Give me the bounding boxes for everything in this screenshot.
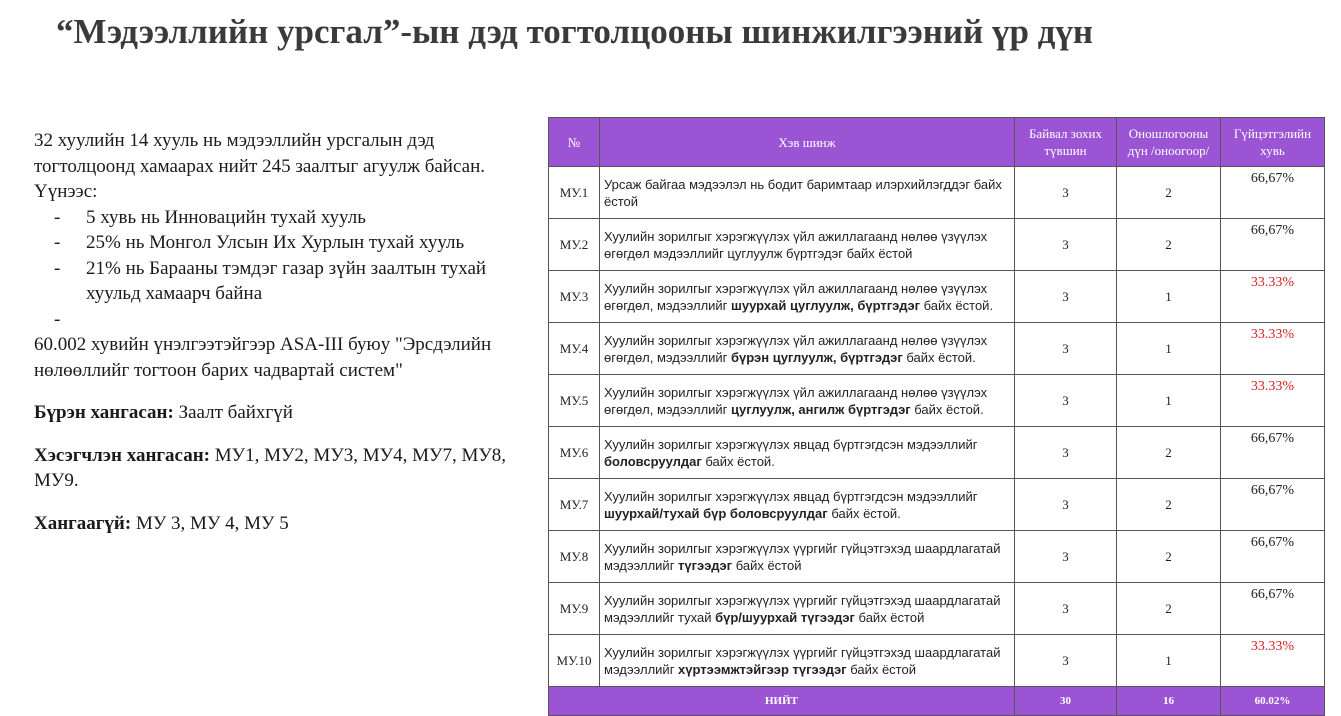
partial-label: Хэсэгчлэн хангасан: bbox=[34, 444, 210, 466]
summary-bullets bbox=[34, 205, 534, 333]
bullet-text: 25% нь Монгол Улсын Их Хурлын тухай хууль bbox=[86, 232, 465, 253]
header-expected: Байвал зохих түвшин bbox=[1015, 118, 1117, 167]
total-percent: 60.02% bbox=[1221, 687, 1325, 716]
asa-note: 60.002 хувийн үнэлгээтэйгээр ASA-III буюу "Эрсдэлийн нөлөөллийг тогтоон барих чадвартай систем" bbox=[34, 334, 492, 381]
row-expected: 3 bbox=[1015, 635, 1117, 687]
description-text: байх ёстой bbox=[846, 661, 916, 677]
total-label: НИЙТ bbox=[549, 687, 1015, 716]
row-percent: 33.33% bbox=[1221, 271, 1325, 323]
description-emphasis: цуглуулж, ангилж бүртгэдэг bbox=[731, 401, 911, 417]
partial-compliance bbox=[34, 443, 534, 494]
description-text: байх ёстой bbox=[854, 609, 925, 625]
header-score: Оношлогооны дүн /оноогоор/ bbox=[1117, 118, 1221, 167]
row-description bbox=[600, 167, 1015, 219]
row-score: 2 bbox=[1117, 531, 1221, 583]
description-text: Хуулийн зорилгыг хэрэгжүүлэх үйл ажиллагаанд нөлөө үзүүлэх өгөгдөл мэдээллийг цуглуулж бүртгэдэг байх ёстой bbox=[604, 228, 988, 261]
description-text: байх ёстой. bbox=[920, 297, 994, 313]
row-expected: 3 bbox=[1015, 531, 1117, 583]
full-label: Бүрэн хангасан: bbox=[34, 402, 174, 423]
summary-intro: 32 хуулийн 14 хууль нь мэдээллийн урсгалын дэд тогтолцоонд хамаарах нийт 245 заалтыг агуулж байсан. Үүнээс: bbox=[34, 130, 485, 202]
full-compliance bbox=[34, 400, 534, 426]
row-code: МУ.1 bbox=[549, 167, 600, 219]
row-description bbox=[600, 635, 1015, 687]
description-text: байх ёстой. bbox=[910, 401, 984, 417]
description-emphasis: бүрэн цуглуулж, бүртгэдэг bbox=[731, 349, 903, 365]
description-text: Хуулийн зорилгыг хэрэгжүүлэх үүргийг гүйцэтгэхэд шаардлагатай мэдээллийг тухай bbox=[604, 592, 1001, 625]
bullet-text: 5 хувь нь Инновацийн тухай хууль bbox=[86, 206, 366, 228]
row-percent: 33.33% bbox=[1221, 635, 1325, 687]
assessment-table bbox=[548, 117, 1325, 716]
header-pattern: Хэв шинж bbox=[600, 118, 1015, 167]
row-score: 1 bbox=[1117, 323, 1221, 375]
description-text: Урсаж байгаа мэдээлэл нь бодит баримтаар илэрхийлэгддэг байх ёстой bbox=[604, 176, 1002, 209]
header-number: № bbox=[549, 118, 600, 167]
table-row bbox=[549, 219, 1325, 271]
total-expected: 30 bbox=[1015, 687, 1117, 716]
row-expected: 3 bbox=[1015, 427, 1117, 479]
row-expected: 3 bbox=[1015, 167, 1117, 219]
row-description bbox=[600, 271, 1015, 323]
row-description bbox=[600, 583, 1015, 635]
description-text: Хуулийн зорилгыг хэрэгжүүлэх явцад бүртгэгдсэн мэдээллийг bbox=[604, 488, 978, 504]
row-expected: 3 bbox=[1015, 583, 1117, 635]
row-description bbox=[600, 531, 1015, 583]
row-description bbox=[600, 375, 1015, 427]
description-emphasis: шуурхай/тухай бүр боловсруулдаг bbox=[604, 505, 828, 521]
row-code: МУ.8 bbox=[549, 531, 600, 583]
row-expected: 3 bbox=[1015, 219, 1117, 271]
description-emphasis: хүртээмжтэйгээр түгээдэг bbox=[678, 661, 847, 677]
description-text: Хуулийн зорилгыг хэрэгжүүлэх үйл ажиллагаанд нөлөө үзүүлэх өгөгдөл, мэдээллийг bbox=[604, 332, 988, 365]
table-row bbox=[549, 583, 1325, 635]
partial-value: МУ1, МУ2, МУ3, МУ4, МУ7, МУ8, МУ9. bbox=[34, 444, 507, 491]
row-score: 2 bbox=[1117, 427, 1221, 479]
bullet-item: - 25% нь Монгол Улсын Их Хурлын тухай хууль bbox=[54, 232, 465, 253]
table-row bbox=[549, 167, 1325, 219]
row-expected: 3 bbox=[1015, 375, 1117, 427]
description-text: Хуулийн зорилгыг хэрэгжүүлэх үүргийг гүйцэтгэхэд шаардлагатай мэдээллийг bbox=[604, 540, 1001, 573]
table-row bbox=[549, 531, 1325, 583]
description-emphasis: бүр/шуурхай түгээдэг bbox=[715, 609, 855, 625]
row-code: МУ.10 bbox=[549, 635, 600, 687]
none-label: Хангаагүй: bbox=[34, 512, 132, 534]
row-score: 1 bbox=[1117, 375, 1221, 427]
table-row bbox=[549, 635, 1325, 687]
description-text: байх ёстой. bbox=[827, 505, 901, 521]
row-percent: 33.33% bbox=[1221, 375, 1325, 427]
row-percent: 66,67% bbox=[1221, 219, 1325, 271]
description-text: Хуулийн зорилгыг хэрэгжүүлэх явцад бүртгэгдсэн мэдээллийг bbox=[604, 436, 978, 452]
description-text: Хуулийн зорилгыг хэрэгжүүлэх үйл ажиллагаанд нөлөө үзүүлэх өгөгдөл, мэдээллийг bbox=[604, 384, 988, 417]
row-percent: 66,67% bbox=[1221, 583, 1325, 635]
table-row bbox=[549, 323, 1325, 375]
description-text: Хуулийн зорилгыг хэрэгжүүлэх үүргийг гүйцэтгэхэд шаардлагатай мэдээллийг bbox=[604, 644, 1001, 677]
row-percent: 66,67% bbox=[1221, 167, 1325, 219]
bullet-item bbox=[34, 307, 534, 333]
row-expected: 3 bbox=[1015, 323, 1117, 375]
bullet-item: - 5 хувь нь Инновацийн тухай хууль bbox=[54, 206, 366, 228]
bullet-text: 21% нь Барааны тэмдэг газар зүйн заалтын тухай хуульд хамаарч байна bbox=[86, 257, 487, 304]
description-text: байх ёстой bbox=[732, 557, 802, 573]
row-code: МУ.4 bbox=[549, 323, 600, 375]
total-score: 16 bbox=[1117, 687, 1221, 716]
full-value: Заалт байхгүй bbox=[173, 402, 293, 423]
row-percent: 33.33% bbox=[1221, 323, 1325, 375]
non-compliance bbox=[34, 511, 534, 537]
row-expected: 3 bbox=[1015, 479, 1117, 531]
row-expected: 3 bbox=[1015, 271, 1117, 323]
description-text: байх ёстой. bbox=[701, 453, 775, 469]
none-value: МУ 3, МУ 4, МУ 5 bbox=[131, 512, 289, 534]
slide-title: “Мэдээллийн урсгал”-ын дэд тогтолцооны шинжилгээний үр дүн bbox=[56, 12, 1094, 51]
row-description bbox=[600, 479, 1015, 531]
row-code: МУ.5 bbox=[549, 375, 600, 427]
row-code: МУ.3 bbox=[549, 271, 600, 323]
row-code: МУ.7 bbox=[549, 479, 600, 531]
row-description bbox=[600, 323, 1015, 375]
description-text: байх ёстой. bbox=[902, 349, 976, 365]
table-row bbox=[549, 479, 1325, 531]
table-row bbox=[549, 375, 1325, 427]
description-emphasis: түгээдэг bbox=[678, 557, 733, 573]
header-percent: Гүйцэтгэлийн хувь bbox=[1221, 118, 1325, 167]
row-score: 2 bbox=[1117, 167, 1221, 219]
row-score: 2 bbox=[1117, 219, 1221, 271]
summary-panel bbox=[34, 128, 534, 536]
row-score: 2 bbox=[1117, 479, 1221, 531]
description-text: Хуулийн зорилгыг хэрэгжүүлэх үйл ажиллагаанд нөлөө үзүүлэх өгөгдөл, мэдээллийг bbox=[604, 280, 988, 313]
row-code: МУ.9 bbox=[549, 583, 600, 635]
row-score: 1 bbox=[1117, 635, 1221, 687]
description-emphasis: шуурхай цуглуулж, бүртгэдэг bbox=[731, 297, 921, 313]
total-row bbox=[549, 687, 1325, 716]
row-score: 1 bbox=[1117, 271, 1221, 323]
bullet-dash: - bbox=[54, 308, 61, 330]
row-score: 2 bbox=[1117, 583, 1221, 635]
row-description bbox=[600, 427, 1015, 479]
table-row bbox=[549, 271, 1325, 323]
row-code: МУ.2 bbox=[549, 219, 600, 271]
row-percent: 66,67% bbox=[1221, 427, 1325, 479]
row-percent: 66,67% bbox=[1221, 531, 1325, 583]
bullet-item: - 21% нь Барааны тэмдэг газар зүйн заалтын тухай хуульд хамаарч байна bbox=[54, 257, 487, 304]
description-emphasis: боловсруулдаг bbox=[604, 453, 702, 469]
row-code: МУ.6 bbox=[549, 427, 600, 479]
row-description bbox=[600, 219, 1015, 271]
row-percent: 66,67% bbox=[1221, 479, 1325, 531]
table-row bbox=[549, 427, 1325, 479]
table-header-row bbox=[549, 118, 1325, 167]
